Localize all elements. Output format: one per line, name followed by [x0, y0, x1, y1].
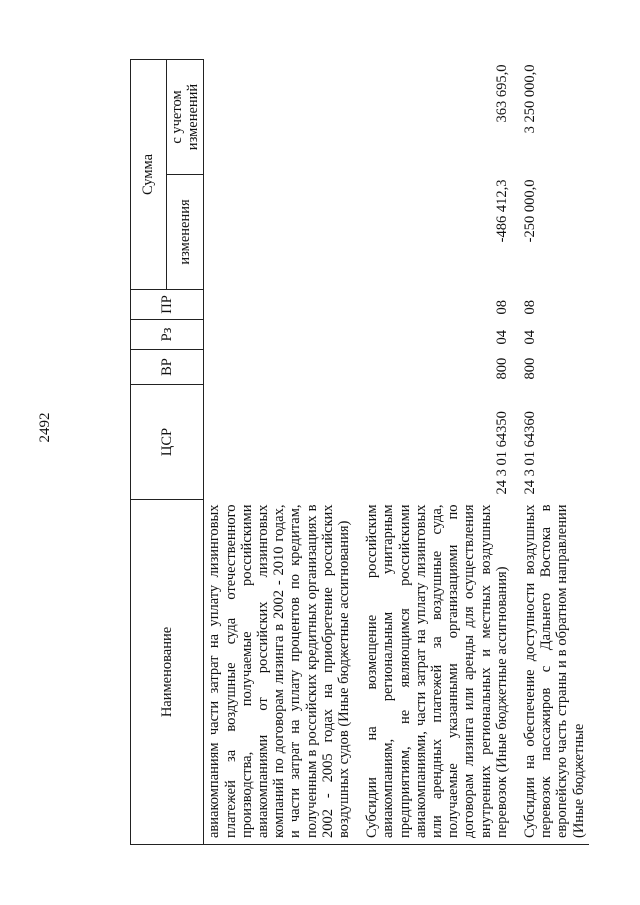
header-sum: Сумма [131, 60, 167, 290]
row-pr [204, 290, 354, 320]
row-csr: 24 3 01 64350 [493, 411, 510, 495]
row-with-changes [204, 60, 354, 175]
row-with-changes: 363 695,0 [493, 64, 510, 123]
header-with-changes: с учетом изменений [167, 60, 204, 175]
table-row [520, 60, 589, 845]
row-vr: 800 [522, 357, 539, 380]
row-pr: 08 [493, 300, 510, 315]
row-csr [204, 385, 354, 500]
row-changes: -486 412,3 [493, 179, 510, 243]
row-changes: -250 000,0 [522, 179, 539, 243]
page-number: 2492 [37, 412, 53, 443]
row-rz [204, 320, 354, 350]
row-vr: 800 [493, 357, 510, 380]
row-vr [204, 350, 354, 385]
header-name: Наименование [131, 500, 204, 845]
row-rz: 04 [493, 330, 510, 345]
row-pr: 08 [522, 300, 539, 315]
header-rz: Рз [131, 320, 204, 350]
header-pr: ПР [131, 290, 204, 320]
row-name: Субсидии на возмещение российским авиакомпаниям, региональным унитарным предприятиям, не являющимся российскими авиакомпаниями, части затрат на уплату лизинговых или арендных платежей за воздушные суда, получаемые указанными организациями по договорам лизинга или аренды для осуществления внутренних региональных и местных воздушных перевозок (Иные бюджетные ассигнования) [362, 500, 512, 845]
header-changes: изменения [167, 175, 204, 290]
budget-table [130, 59, 589, 845]
row-with-changes: 3 250 000,0 [522, 64, 539, 134]
header-vr: ВР [131, 350, 204, 385]
row-name: авиакомпаниям части затрат на уплату лизинговых платежей за воздушные суда отечественного производства, получаемые российскими авиакомпаниями от российских лизинговых компаний по договорам лизинга в 2002 - 2010 годах, и части затрат на уплату процентов по кредитам, полученным в российских кредитных организациях в 2002 - 2005 годах на приобретение российских воздушных судов (Иные бюджетные ассигнования) [204, 500, 354, 845]
row-csr: 24 3 01 64360 [522, 411, 539, 495]
header-csr: ЦСР [131, 385, 204, 500]
table-row [362, 60, 512, 845]
budget-table-sheet [130, 60, 585, 845]
row-rz: 04 [522, 330, 539, 345]
row-changes [204, 175, 354, 290]
row-name: Субсидии на обеспечение доступности воздушных перевозок пассажиров с Дальнего Востока в европейскую часть страны и в обратном направлении (Иные бюджетные [520, 500, 589, 845]
table-row [204, 60, 354, 845]
